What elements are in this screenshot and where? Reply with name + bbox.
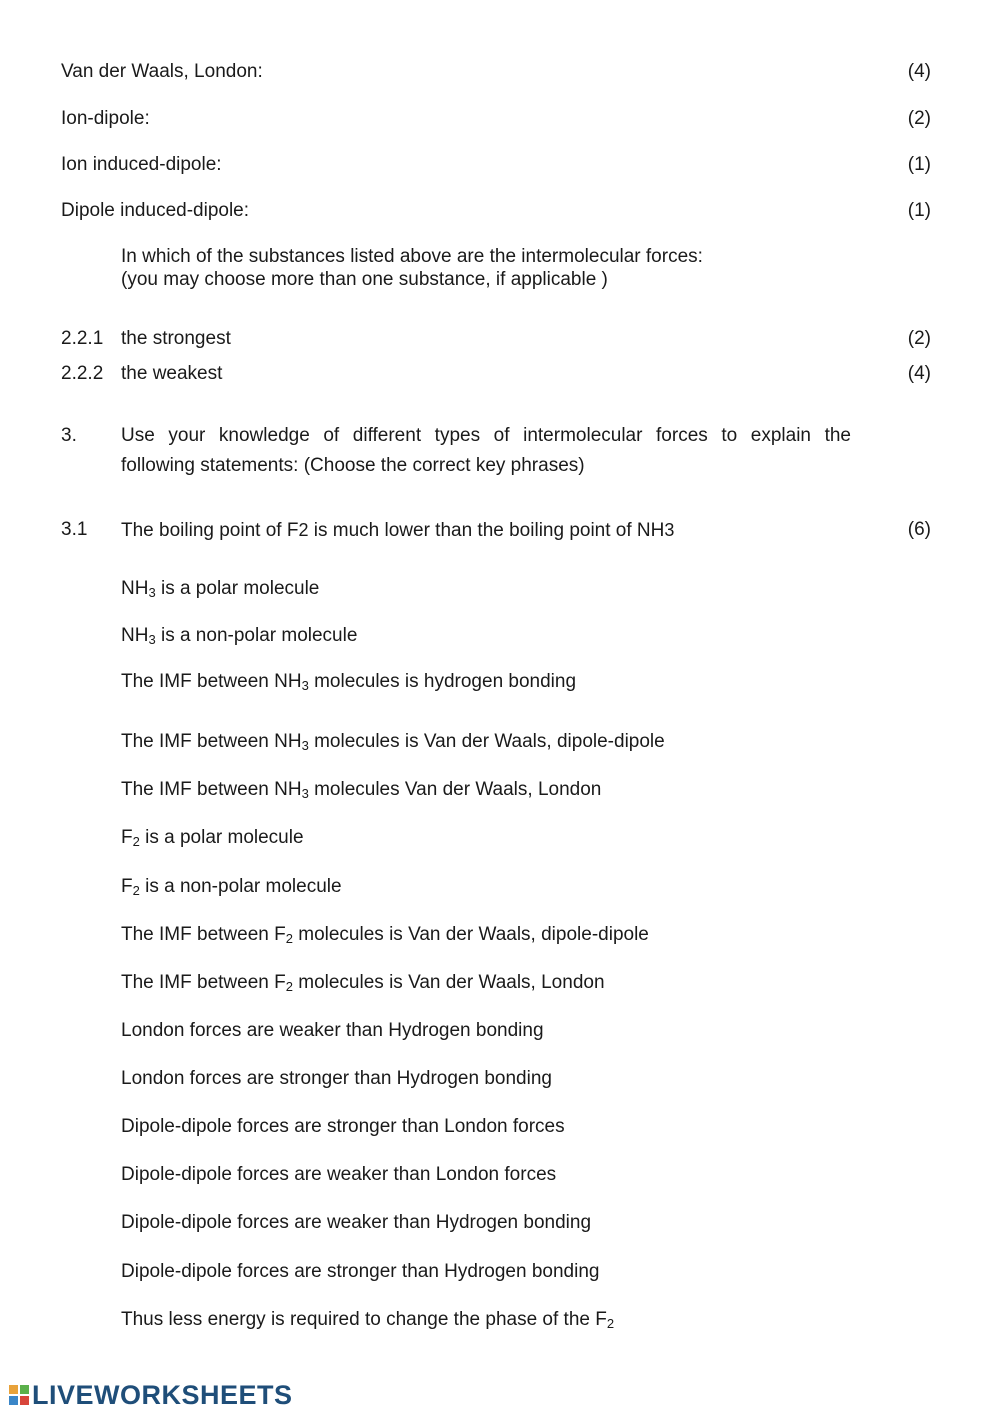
key-phrase-option[interactable]: The IMF between $F_2$ molecules is Van der Waals, London bbox=[121, 972, 605, 994]
marks: (1) bbox=[907, 200, 931, 221]
key-phrase-option[interactable]: Dipole-dipole forces are weaker than London forces bbox=[121, 1164, 557, 1185]
key-phrase-option[interactable]: Dipole-dipole forces are stronger than Hydrogen bonding bbox=[121, 1261, 600, 1282]
marks: (4) bbox=[907, 363, 931, 384]
key-phrase-option[interactable]: London forces are weaker than Hydrogen bonding bbox=[121, 1020, 544, 1041]
marks: (6) bbox=[907, 519, 931, 540]
question-text: the weakest bbox=[121, 363, 223, 384]
key-phrase-option[interactable]: $F_2$ is a non-polar molecule bbox=[121, 876, 342, 898]
question-number: 2.2.1 bbox=[61, 328, 104, 349]
force-label: Dipole induced-dipole: bbox=[61, 200, 250, 221]
key-phrase-option[interactable]: Thus less energy is required to change the phase of the $F_2$ bbox=[121, 1309, 615, 1331]
question-text: The boiling point of F2 is much lower than the boiling point of NH3 bbox=[121, 520, 675, 541]
force-label: Ion induced-dipole: bbox=[61, 154, 222, 175]
liveworksheets-logo bbox=[8, 1380, 293, 1410]
key-phrase-option[interactable]: $F_2$ is a polar molecule bbox=[121, 827, 304, 849]
question-number: 2.2.2 bbox=[61, 363, 104, 384]
instruction-line-1: In which of the substances listed above are the intermolecular forces: bbox=[121, 246, 703, 267]
marks: (1) bbox=[907, 154, 931, 175]
marks: (4) bbox=[907, 61, 931, 82]
brand-name: LIVEWORKSHEETS bbox=[32, 1379, 293, 1410]
key-phrase-option[interactable]: London forces are stronger than Hydrogen bonding bbox=[121, 1068, 552, 1089]
key-phrase-option[interactable]: $NH_3$ is a polar molecule bbox=[121, 578, 320, 600]
force-label: Ion-dipole: bbox=[61, 108, 150, 129]
key-phrase-option[interactable]: The IMF between $NH_3$ molecules is Van der Waals, dipole-dipole bbox=[121, 731, 665, 753]
key-phrase-option[interactable]: The IMF between $NH_3$ molecules is hydrogen bonding bbox=[121, 671, 577, 693]
question-text: the strongest bbox=[121, 328, 231, 349]
key-phrase-option[interactable]: $NH_3$ is a non-polar molecule bbox=[121, 625, 358, 647]
force-label: Van der Waals, London: bbox=[61, 61, 263, 82]
instruction-line-2: (you may choose more than one substance, if applicable ) bbox=[121, 269, 608, 290]
question-text-line-2: following statements: (Choose the correct key phrases) bbox=[121, 455, 585, 476]
logo-icon bbox=[8, 1383, 30, 1407]
key-phrase-option[interactable]: The IMF between $NH_3$ molecules Van der Waals, London bbox=[121, 779, 602, 801]
marks: (2) bbox=[907, 108, 931, 129]
key-phrase-option[interactable]: The IMF between $F_2$ molecules is Van der Waals, dipole-dipole bbox=[121, 924, 649, 946]
key-phrase-option[interactable]: Dipole-dipole forces are weaker than Hydrogen bonding bbox=[121, 1212, 592, 1233]
question-text-line-1: Use your knowledge of different types of intermolecular forces to explain the bbox=[121, 425, 851, 446]
marks: (2) bbox=[907, 328, 931, 349]
question-number: 3. bbox=[61, 425, 77, 446]
question-number: 3.1 bbox=[61, 519, 88, 540]
key-phrase-option[interactable]: Dipole-dipole forces are stronger than London forces bbox=[121, 1116, 565, 1137]
